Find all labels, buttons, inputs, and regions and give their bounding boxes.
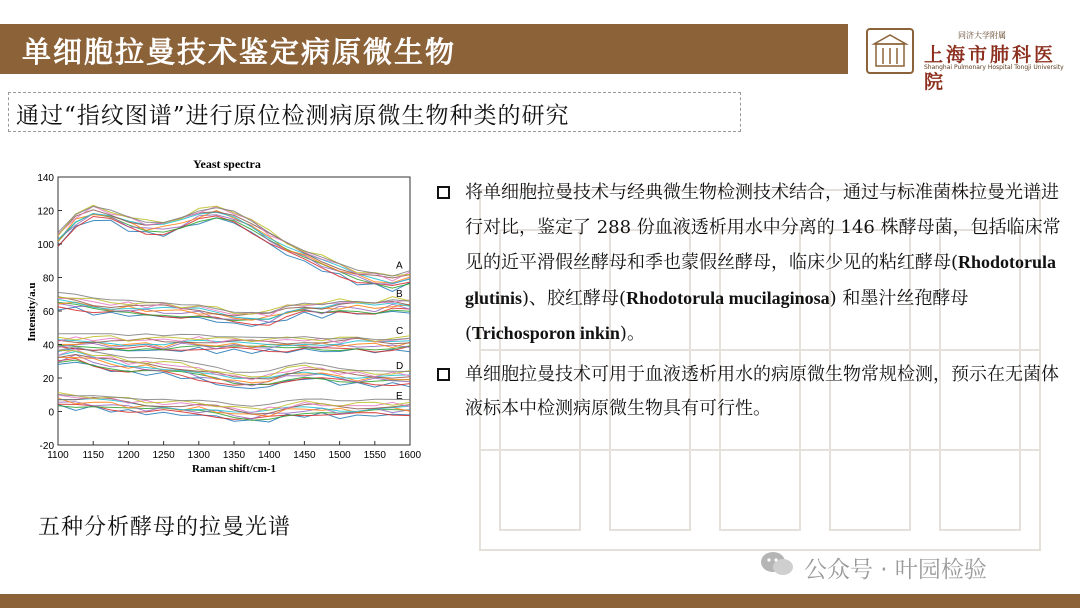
bullet-item-1 (435, 176, 1065, 352)
logo-affiliation: 同济大学附属 (958, 31, 1006, 40)
y-axis-label: Intensity/a.u (26, 282, 38, 342)
chart-caption: 五种分析酵母的拉曼光谱 (38, 515, 292, 540)
x-tick-label: 1250 (152, 450, 175, 461)
y-tick-label: 80 (42, 273, 54, 285)
y-tick-label: 20 (42, 374, 54, 385)
series-label-E: E (396, 391, 403, 403)
y-tick-label: 0 (48, 407, 54, 419)
y-tick-label: 100 (37, 240, 54, 251)
slide-subtitle: 通过“指纹图谱”进行原位检测病原微生物种类的研究 (16, 103, 570, 129)
series-line-A (58, 218, 410, 292)
x-tick-label: 1150 (82, 450, 104, 461)
bullet-list (435, 176, 1065, 433)
logo-hospital-name: 上海市肺科医院 (924, 44, 1057, 93)
bullet-1-species-2: Rhodotorula mucilaginosa (626, 287, 830, 308)
y-tick-label: 120 (37, 206, 54, 218)
checkbox-icon (437, 368, 450, 381)
series-label-A: A (396, 260, 403, 272)
x-axis-label: Raman shift/cm-1 (191, 463, 277, 474)
bullet-1-text-d: )。 (619, 323, 645, 344)
bullet-item-2 (435, 358, 1065, 427)
y-tick-label: 140 (37, 173, 54, 184)
series-line-A (58, 214, 410, 289)
x-tick-label: 1500 (328, 450, 351, 461)
x-tick-label: 1450 (293, 450, 316, 461)
bullet-2-text: 单细胞拉曼技术可用于血液透析用水的病原微生物常规检测，预示在无菌体液标本中检测病原微生物具有可行性。 (465, 363, 1059, 419)
x-tick-label: 1600 (398, 450, 422, 461)
x-tick-label: 1100 (47, 450, 69, 461)
bullet-1-text-c: ) 和墨汁丝孢酵母( (465, 287, 969, 344)
series-label-D: D (396, 361, 404, 372)
series-line-A (58, 216, 410, 286)
x-tick-label: 1400 (258, 450, 281, 461)
series-label-B: B (396, 288, 403, 300)
bullet-1-text-a: 将单细胞拉曼技术与经典微生物检测技术结合，通过与标准菌株拉曼光谱进行对比，鉴定了 288 份血液透析用水中分离的 146 株酵母菌，包括临床常见的近平滑假丝酵母和季也蒙假丝酵母，临床少见的粘红酵母( (465, 182, 1061, 273)
watermark (760, 548, 1060, 584)
series-line-B (58, 303, 410, 322)
slide-title: 单细胞拉曼技术鉴定病原微生物 (22, 35, 457, 69)
chart-title: Yeast spectra (193, 157, 261, 171)
x-tick-label: 1200 (117, 450, 140, 461)
wechat-icon (760, 550, 794, 578)
watermark-text: 公众号 · 叶园检验 (804, 557, 987, 583)
yeast-spectra-chart (22, 152, 432, 474)
x-tick-label: 1300 (187, 450, 210, 461)
series-label-C: C (396, 325, 404, 337)
bottom-bar (0, 594, 1080, 608)
x-tick-label: 1350 (222, 450, 246, 461)
bullet-1-text-b: )、胶红酵母( (522, 287, 627, 309)
bullet-1-species-3: Trichosporon inkin (472, 323, 620, 343)
x-tick-label: 1550 (363, 450, 386, 461)
logo-english-name: Shanghai Pulmonary Hospital Tongji University (924, 64, 1064, 71)
hospital-emblem-icon (866, 28, 914, 74)
y-tick-label: 60 (42, 307, 54, 318)
bullet-1-species-1: Rhodotorula glutinis (465, 252, 1057, 308)
y-tick-label: -20 (39, 441, 54, 452)
y-tick-label: 40 (42, 340, 54, 352)
hospital-logo (866, 28, 1076, 93)
checkbox-icon (437, 186, 450, 199)
